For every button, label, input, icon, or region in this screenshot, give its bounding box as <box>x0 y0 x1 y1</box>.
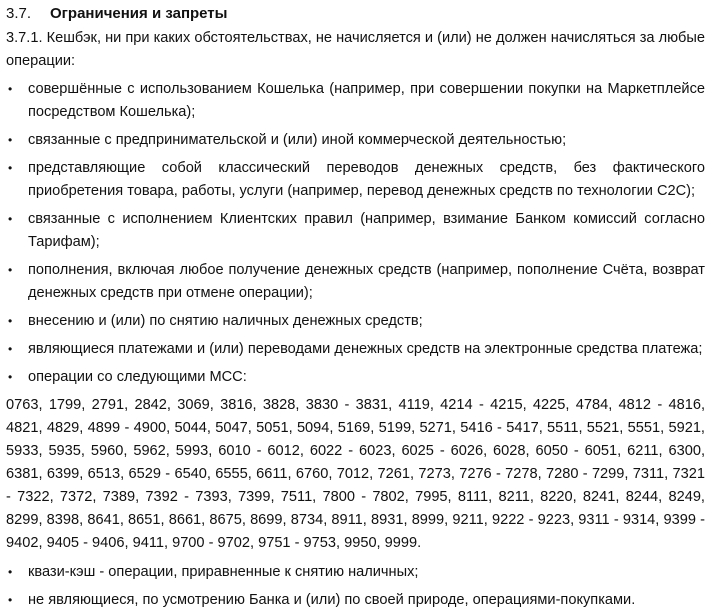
bullet-icon: • <box>8 263 13 277</box>
list-item <box>6 208 705 254</box>
bullet-icon: • <box>8 161 13 175</box>
list-item <box>6 129 705 152</box>
list-item-text: связанные с предпринимательской и (или) иной коммерческой деятельностью; <box>28 132 567 148</box>
list-item-text: связанные с исполнением Клиентских правил (например, взимание Банком комиссий согласно Тарифам); <box>28 211 705 250</box>
list-item <box>6 366 705 389</box>
list-item <box>6 310 705 333</box>
list-item <box>6 78 705 124</box>
list-item <box>6 157 705 203</box>
section-number: 3.7. <box>6 5 32 22</box>
list-item-text: пополнения, включая любое получение денежных средств (например, пополнение Счёта, возврат денежных средств при отмене операции); <box>28 262 705 301</box>
list-item <box>6 338 705 361</box>
section-title: Ограничения и запреты <box>50 5 228 22</box>
list-item-text: являющиеся платежами и (или) переводами денежных средств на электронные средства платежа; <box>28 341 703 357</box>
intro-paragraph: 3.7.1. Кешбэк, ни при каких обстоятельствах, не начисляется и (или) не должен начисляться за любые операции: <box>6 30 705 69</box>
list-item <box>6 589 705 612</box>
list-item-text: представляющие собой классический переводов денежных средств, без фактического приобретения товара, работы, услуги (например, перевод денежных средств по технологии C2C); <box>28 160 705 199</box>
bullet-icon: • <box>8 593 13 607</box>
section-heading <box>6 0 705 27</box>
list-item-text: не являющиеся, по усмотрению Банка и (или) по своей природе, операциями-покупками. <box>28 592 636 608</box>
bullet-icon: • <box>8 370 13 384</box>
list-item-text: операции со следующими MCC: <box>28 369 247 385</box>
bullet-icon: • <box>8 314 13 328</box>
bullet-icon: • <box>8 82 13 96</box>
list-item-text: квази-кэш - операции, приравненные к снятию наличных; <box>28 564 419 580</box>
list-item-text: совершённые с использованием Кошелька (например, при совершении покупки на Маркетплейсе посредством Кошелька); <box>28 81 705 120</box>
bullet-icon: • <box>8 565 13 579</box>
list-item <box>6 259 705 305</box>
bullet-icon: • <box>8 342 13 356</box>
mcc-code-list: 0763, 1799, 2791, 2842, 3069, 3816, 3828, 3830 - 3831, 4119, 4214 - 4215, 4225, 4784, 4812 - 4816, 4821, 4829, 4899 - 4900, 5044, 5047, 5051, 5094, 5169, 5199, 5271, 5416 - 5417, 5511, 5521, 5551, 5921, 5933, 5935, 5960, 5962, 5993, 6010 - 6012, 6022 - 6023, 6025 - 6026, 6028, 6050 - 6051, 6211, 6300, 6381, 6399, 6513, 6529 - 6540, 6555, 6611, 6760, 7012, 7261, 7273, 7276 - 7278, 7280 - 7299, 7311, 7321 - 7322, 7372, 7389, 7392 - 7393, 7399, 7511, 7800 - 7802, 7995, 8111, 8211, 8220, 8241, 8244, 8249, 8299, 8398, 8641, 8651, 8661, 8675, 8699, 8734, 8911, 8931, 8999, 9211, 9222 - 9223, 9311 - 9314, 9399 - 9402, 9405 - 9406, 9411, 9700 - 9702, 9751 - 9753, 9950, 9999. <box>6 397 705 551</box>
bullet-icon: • <box>8 212 13 226</box>
list-item <box>6 561 705 584</box>
list-item-text: внесению и (или) по снятию наличных денежных средств; <box>28 313 423 329</box>
bullet-icon: • <box>8 133 13 147</box>
